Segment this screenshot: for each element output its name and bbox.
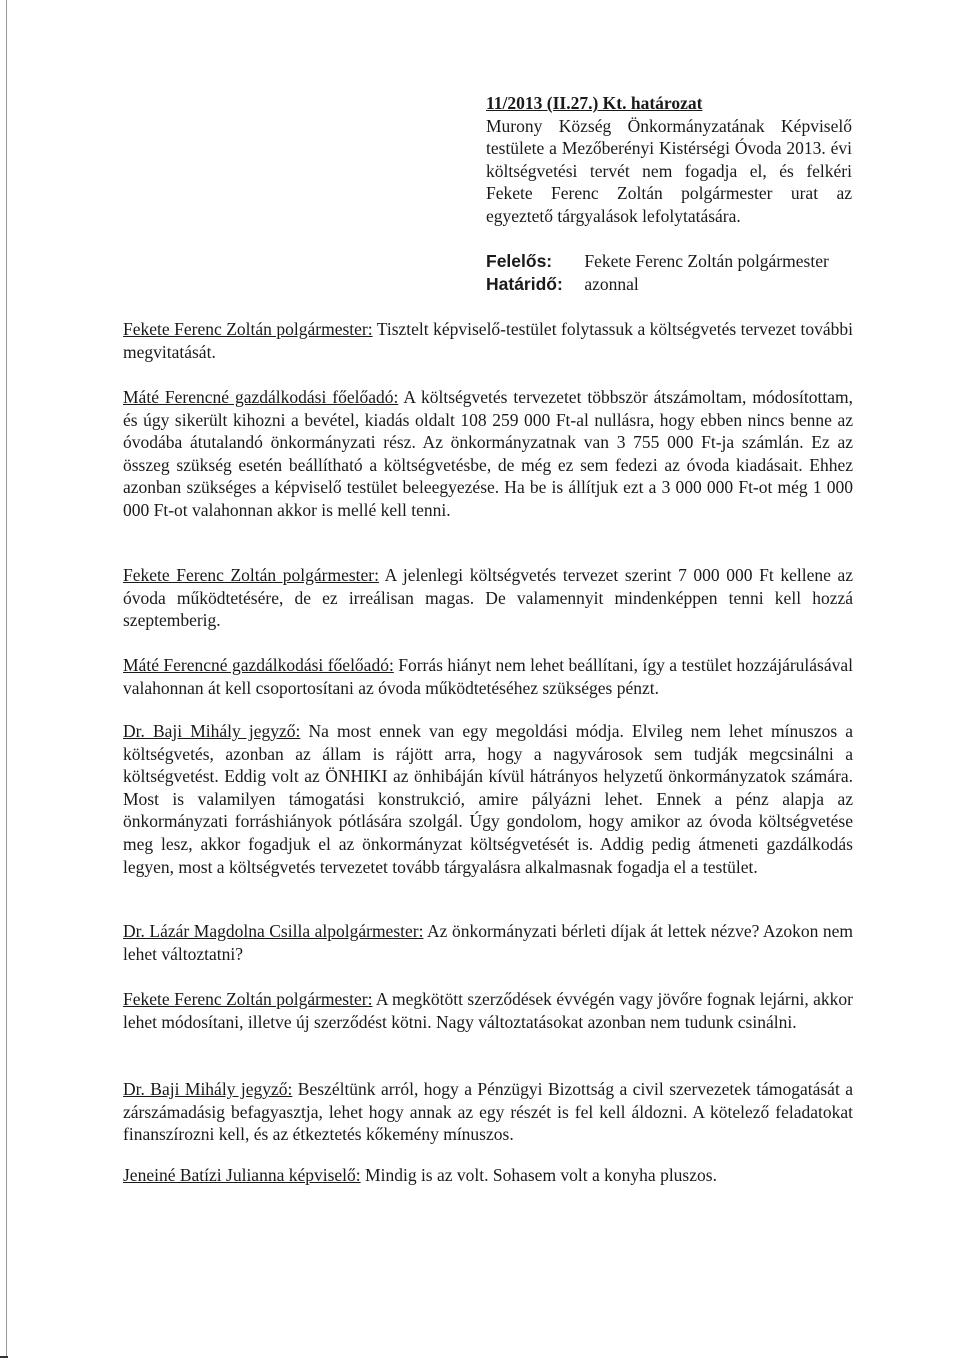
speech-text: Az önkormányzati bérleti díjak át lettek nézve? Azokon nem lehet változtatni? xyxy=(123,921,853,964)
responsible-value: Fekete Ferenc Zoltán polgármester xyxy=(584,251,829,271)
speech-text: A költségvetés tervezetet többször átszámoltam, módosítottam, és úgy sikerült kihozni a bevétel, kiadás oldalt 108 259 000 Ft-al nullásra, hogy ebben nincs benne az óvodába átutalandó önkormányzati rész. Az önkormányzatnak van 3 755 000 Ft-ja számlán. Ez az összeg szükség esetén beállítható a költségvetésbe, de még ez sem fedezi az óvoda kiadásait. Ehhez azonban szükséges a képviselő testület beleegyezése. Ha be is állítjuk ezt a 3 000 000 Ft-ot még 1 000 000 Ft-ot valahonnan akkor is mellé kell tenni. xyxy=(123,387,853,520)
dialog-paragraph xyxy=(123,654,853,699)
speaker-name: Máté Ferencné gazdálkodási főelőadó: xyxy=(123,655,394,675)
responsible-row xyxy=(486,250,829,273)
speaker-name: Fekete Ferenc Zoltán polgármester: xyxy=(123,319,373,339)
dialog-paragraph xyxy=(123,564,853,632)
scan-edge-line xyxy=(6,0,7,1358)
dialog-paragraph xyxy=(123,920,853,965)
dialog-paragraph xyxy=(123,1164,853,1187)
responsible-label: Felelős: xyxy=(486,251,553,271)
speaker-name: Fekete Ferenc Zoltán polgármester: xyxy=(123,565,379,585)
speaker-name: Dr. Baji Mihály jegyző: xyxy=(123,721,301,741)
resolution-responsibles xyxy=(486,250,829,295)
dialog-paragraph xyxy=(123,318,853,363)
dialog-paragraph xyxy=(123,720,853,878)
resolution-title: 11/2013 (II.27.) Kt. határozat xyxy=(486,93,703,113)
speech-text: Beszéltünk arról, hogy a Pénzügyi Bizottság a civil szervezetek támogatását a zárszámadásig befagyasztja, lehet hogy annak az egy részét is fel kell áldozni. A kötelező feladatokat finanszírozni kell, és az étkeztetés kőkemény mínuszos. xyxy=(123,1079,853,1145)
resolution-text: Murony Község Önkormányzatának Képviselő testülete a Mezőberényi Kistérségi Óvoda 2013. évi költségvetési tervét nem fogadja el, és felkéri Fekete Ferenc Zoltán polgármester urat az egyeztető tárgyalások lefolytatására. xyxy=(486,115,852,226)
speaker-name: Fekete Ferenc Zoltán polgármester: xyxy=(123,989,373,1009)
dialog-paragraph xyxy=(123,988,853,1033)
speech-text: Mindig is az volt. Sohasem volt a konyha pluszos. xyxy=(365,1165,717,1185)
speech-text: A megkötött szerződések évvégén vagy jövőre fognak lejárni, akkor lehet módosítani, illetve új szerződést kötni. Nagy változtatásokat azonban nem tudunk csinálni. xyxy=(123,989,854,1032)
speaker-name: Dr. Baji Mihály jegyző: xyxy=(123,1079,293,1099)
speaker-name: Máté Ferencné gazdálkodási főelőadó: xyxy=(123,387,399,407)
resolution-block xyxy=(486,92,852,227)
deadline-row xyxy=(486,273,829,296)
deadline-value: azonnal xyxy=(584,273,639,294)
speaker-name: Jeneiné Batízi Julianna képviselő: xyxy=(123,1165,361,1185)
speech-text: Tisztelt képviselő-testület folytassuk a költségvetés tervezet további megvitatását. xyxy=(123,319,854,362)
dialog-paragraph xyxy=(123,386,853,522)
speech-text: Forrás hiányt nem lehet beállítani, így a testület hozzájárulásával valahonnan át kell csoportosítani az óvoda működtetéséhez szükséges pénzt. xyxy=(123,655,854,698)
speech-text: A jelenlegi költségvetés tervezet szerint 7 000 000 Ft kellene az óvoda működtetésére, de ez irreálisan magas. De valamennyit mindenképpen tenni kell hozzá szeptemberig. xyxy=(123,565,853,631)
speaker-name: Dr. Lázár Magdolna Csilla alpolgármester: xyxy=(123,921,424,941)
deadline-label: Határidő: xyxy=(486,273,563,294)
dialog-paragraph xyxy=(123,1078,853,1146)
speech-text: Na most ennek van egy megoldási módja. Elvileg nem lehet mínuszos a költségvetés, azonban az állam is rájött arra, hogy a nagyvárosok sem tudják megcsinálni a költségvetést. Eddig volt az ÖNHIKI az önhibáján kívül hátrányos helyzetű önkormányzatok számára. Most is valamilyen támogatási konstrukció, amire pályázni lehet. Ennek a pénz alapja az önkormányzati forráshiányok pótlására szolgál. Úgy gondolom, hogy amikor az óvoda költségvetése meg lesz, akkor fogadjuk el az önkormányzat költségvetését is. Addig pedig átmeneti gazdálkodás legyen, most a költségvetés tervezetet tovább tárgyalásra alkalmasnak fogadja el a testület. xyxy=(123,721,853,877)
